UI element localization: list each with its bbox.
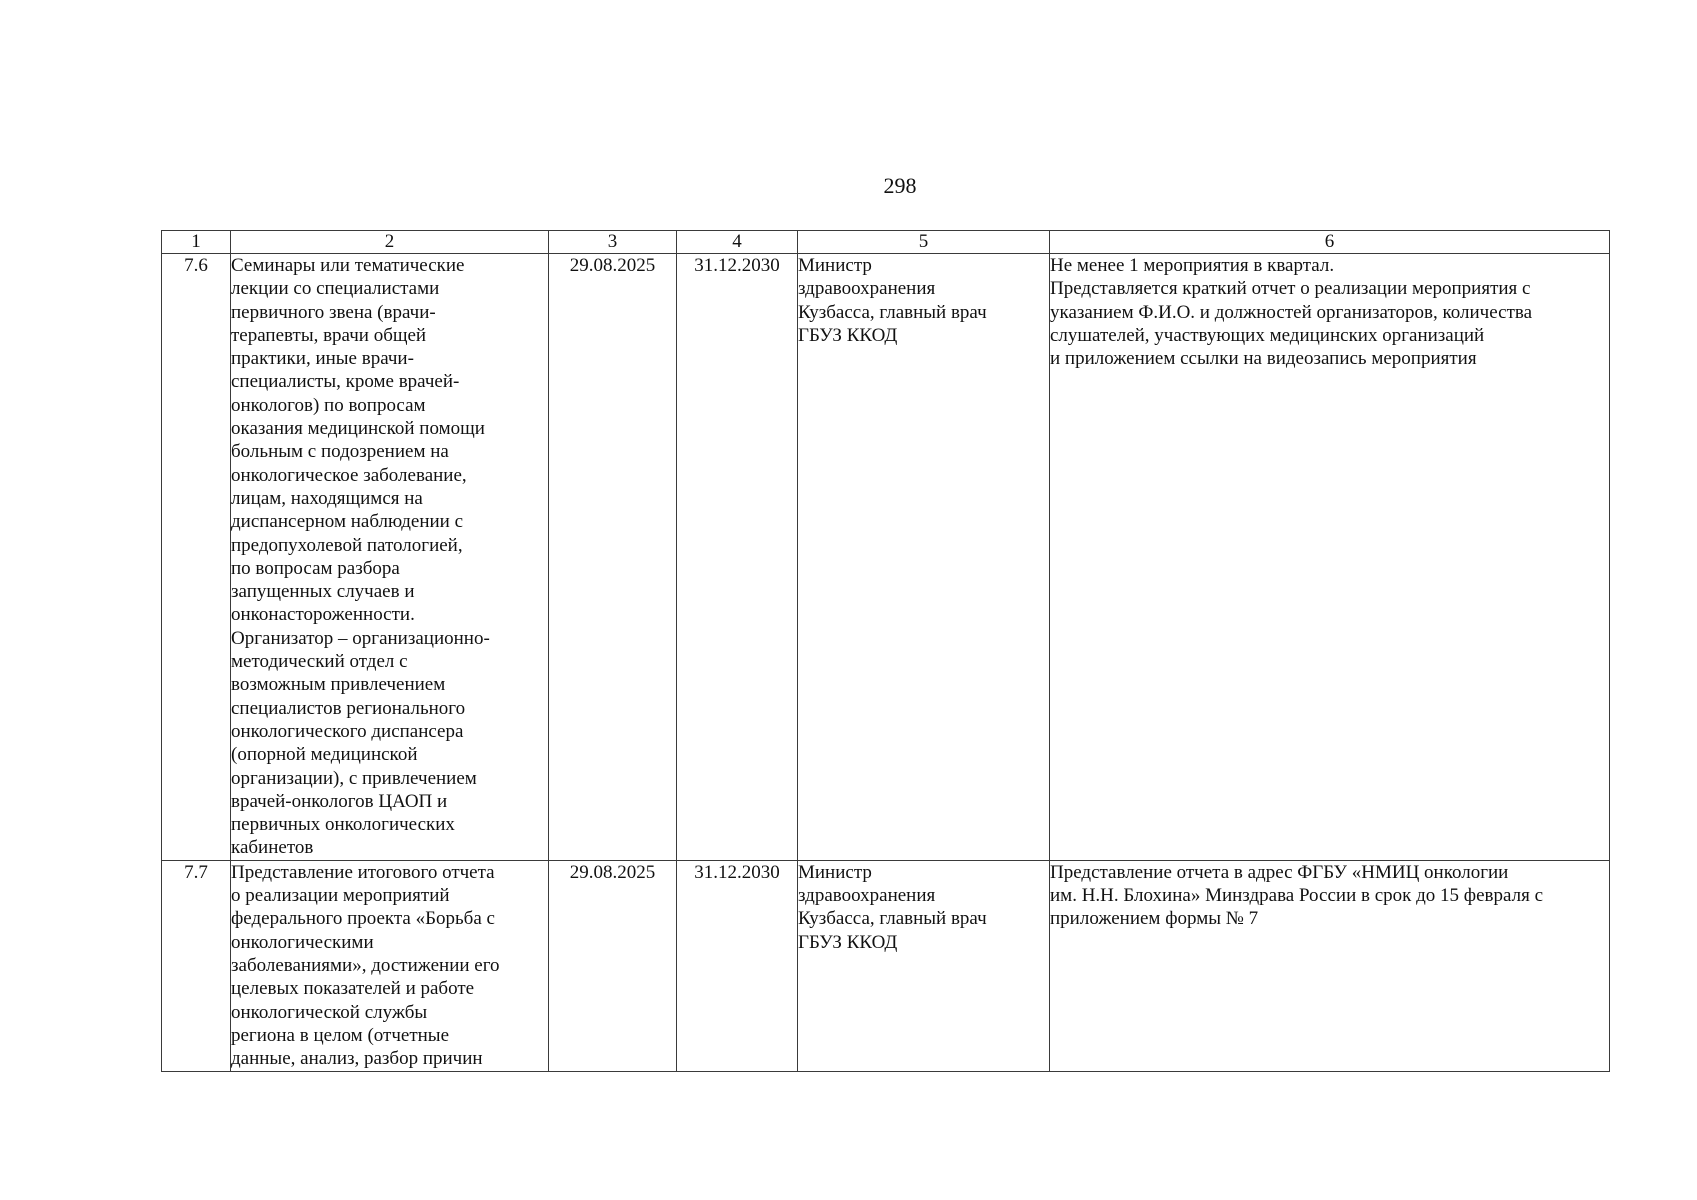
- page-number: 298: [883, 173, 917, 198]
- column-header-3: 3: [549, 231, 677, 254]
- start-date: 29.08.2025: [549, 254, 677, 861]
- activities-table: [161, 230, 1610, 1072]
- activity-description: Семинары или тематические лекции со специалистами первичного звена (врачи- терапевты, врачи общей практики, иные врачи- специалисты, кроме врачей- онкологов) по вопросам оказания медицинской помощи больным с подозрением на онкологическое заболевание, лицам, находящимся на диспансерном наблюдении с предопухолевой патологией, по вопросам разбора запущенных случаев и онконастороженности. Организатор – организационно- методический отдел с возможным привлечением специалистов регионального онкологического диспансера (опорной медицинской организации), с привлечением врачей-онкологов ЦАОП и первичных онкологических кабинетов: [231, 254, 549, 861]
- end-date: 31.12.2030: [677, 254, 798, 861]
- column-header-6: 6: [1050, 231, 1610, 254]
- activity-description: Представление итогового отчета о реализации мероприятий федерального проекта «Борьба с онкологическими заболеваниями», достижении его целевых показателей и работе онкологической службы региона в целом (отчетные данные, анализ, разбор причин: [231, 860, 549, 1071]
- end-date: 31.12.2030: [677, 860, 798, 1071]
- expected-result: Не менее 1 мероприятия в квартал. Представляется краткий отчет о реализации мероприятия с указанием Ф.И.О. и должностей организаторов, количества слушателей, участвующих медицинских организаций и приложением ссылки на видеозапись мероприятия: [1050, 254, 1610, 861]
- table-row: [162, 254, 1610, 861]
- column-header-5: 5: [798, 231, 1050, 254]
- column-header-4: 4: [677, 231, 798, 254]
- column-header-1: 1: [162, 231, 231, 254]
- expected-result: Представление отчета в адрес ФГБУ «НМИЦ онкологии им. Н.Н. Блохина» Минздрава России в срок до 15 февраля с приложением формы № 7: [1050, 860, 1610, 1071]
- responsible-party: Министр здравоохранения Кузбасса, главный врач ГБУЗ ККОД: [798, 860, 1050, 1071]
- table-row: [162, 860, 1610, 1071]
- row-number: 7.6: [162, 254, 231, 861]
- header-row: [162, 231, 1610, 254]
- start-date: 29.08.2025: [549, 860, 677, 1071]
- column-header-2: 2: [231, 231, 549, 254]
- row-number: 7.7: [162, 860, 231, 1071]
- responsible-party: Министр здравоохранения Кузбасса, главный врач ГБУЗ ККОД: [798, 254, 1050, 861]
